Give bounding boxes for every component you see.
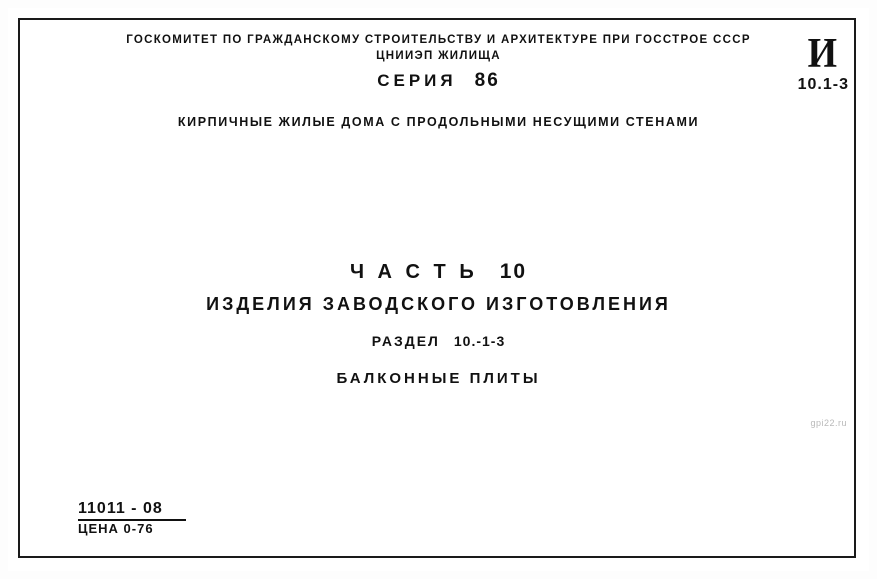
border-line-bottom	[18, 556, 856, 558]
border-line-left	[18, 18, 20, 558]
part-label: Ч А С Т Ь	[349, 261, 478, 283]
border-line-top	[18, 18, 856, 20]
document-subtitle: КИРПИЧНЫЕ ЖИЛЫЕ ДОМА С ПРОДОЛЬНЫМИ НЕСУЩИМИ СТЕНАМИ	[177, 115, 700, 129]
series-label: СЕРИЯ	[377, 71, 457, 90]
issuing-authority-line-1: ГОСКОМИТЕТ ПО ГРАЖДАНСКОМУ СТРОИТЕЛЬСТВУ И АРХИТЕКТУРЕ ПРИ ГОССТРОЕ СССР	[126, 34, 751, 46]
section-number: 10.-1-3	[453, 333, 506, 349]
section-label: РАЗДЕЛ	[371, 333, 440, 349]
border-line-right	[854, 18, 856, 558]
part-line	[8, 260, 869, 284]
series-line	[8, 70, 869, 92]
products-title: ИЗДЕЛИЯ ЗАВОДСКОГО ИЗГОТОВЛЕНИЯ	[206, 294, 671, 314]
issuing-authority-line-2: ЦНИИЭП ЖИЛИЩА	[376, 50, 501, 62]
series-number: 86	[474, 70, 500, 91]
price-label: ЦЕНА 0-76	[78, 521, 154, 536]
paper-sheet	[8, 8, 869, 571]
part-number: 10	[499, 260, 528, 283]
watermark-text: gpi22.ru	[810, 418, 847, 428]
series-letter-mark: И	[807, 31, 838, 77]
topic-title: БАЛКОННЫЕ ПЛИТЫ	[336, 370, 541, 387]
catalog-code: 11011 - 08	[78, 500, 163, 517]
section-line	[8, 333, 869, 349]
series-code-mark: 10.1-3	[797, 76, 849, 93]
